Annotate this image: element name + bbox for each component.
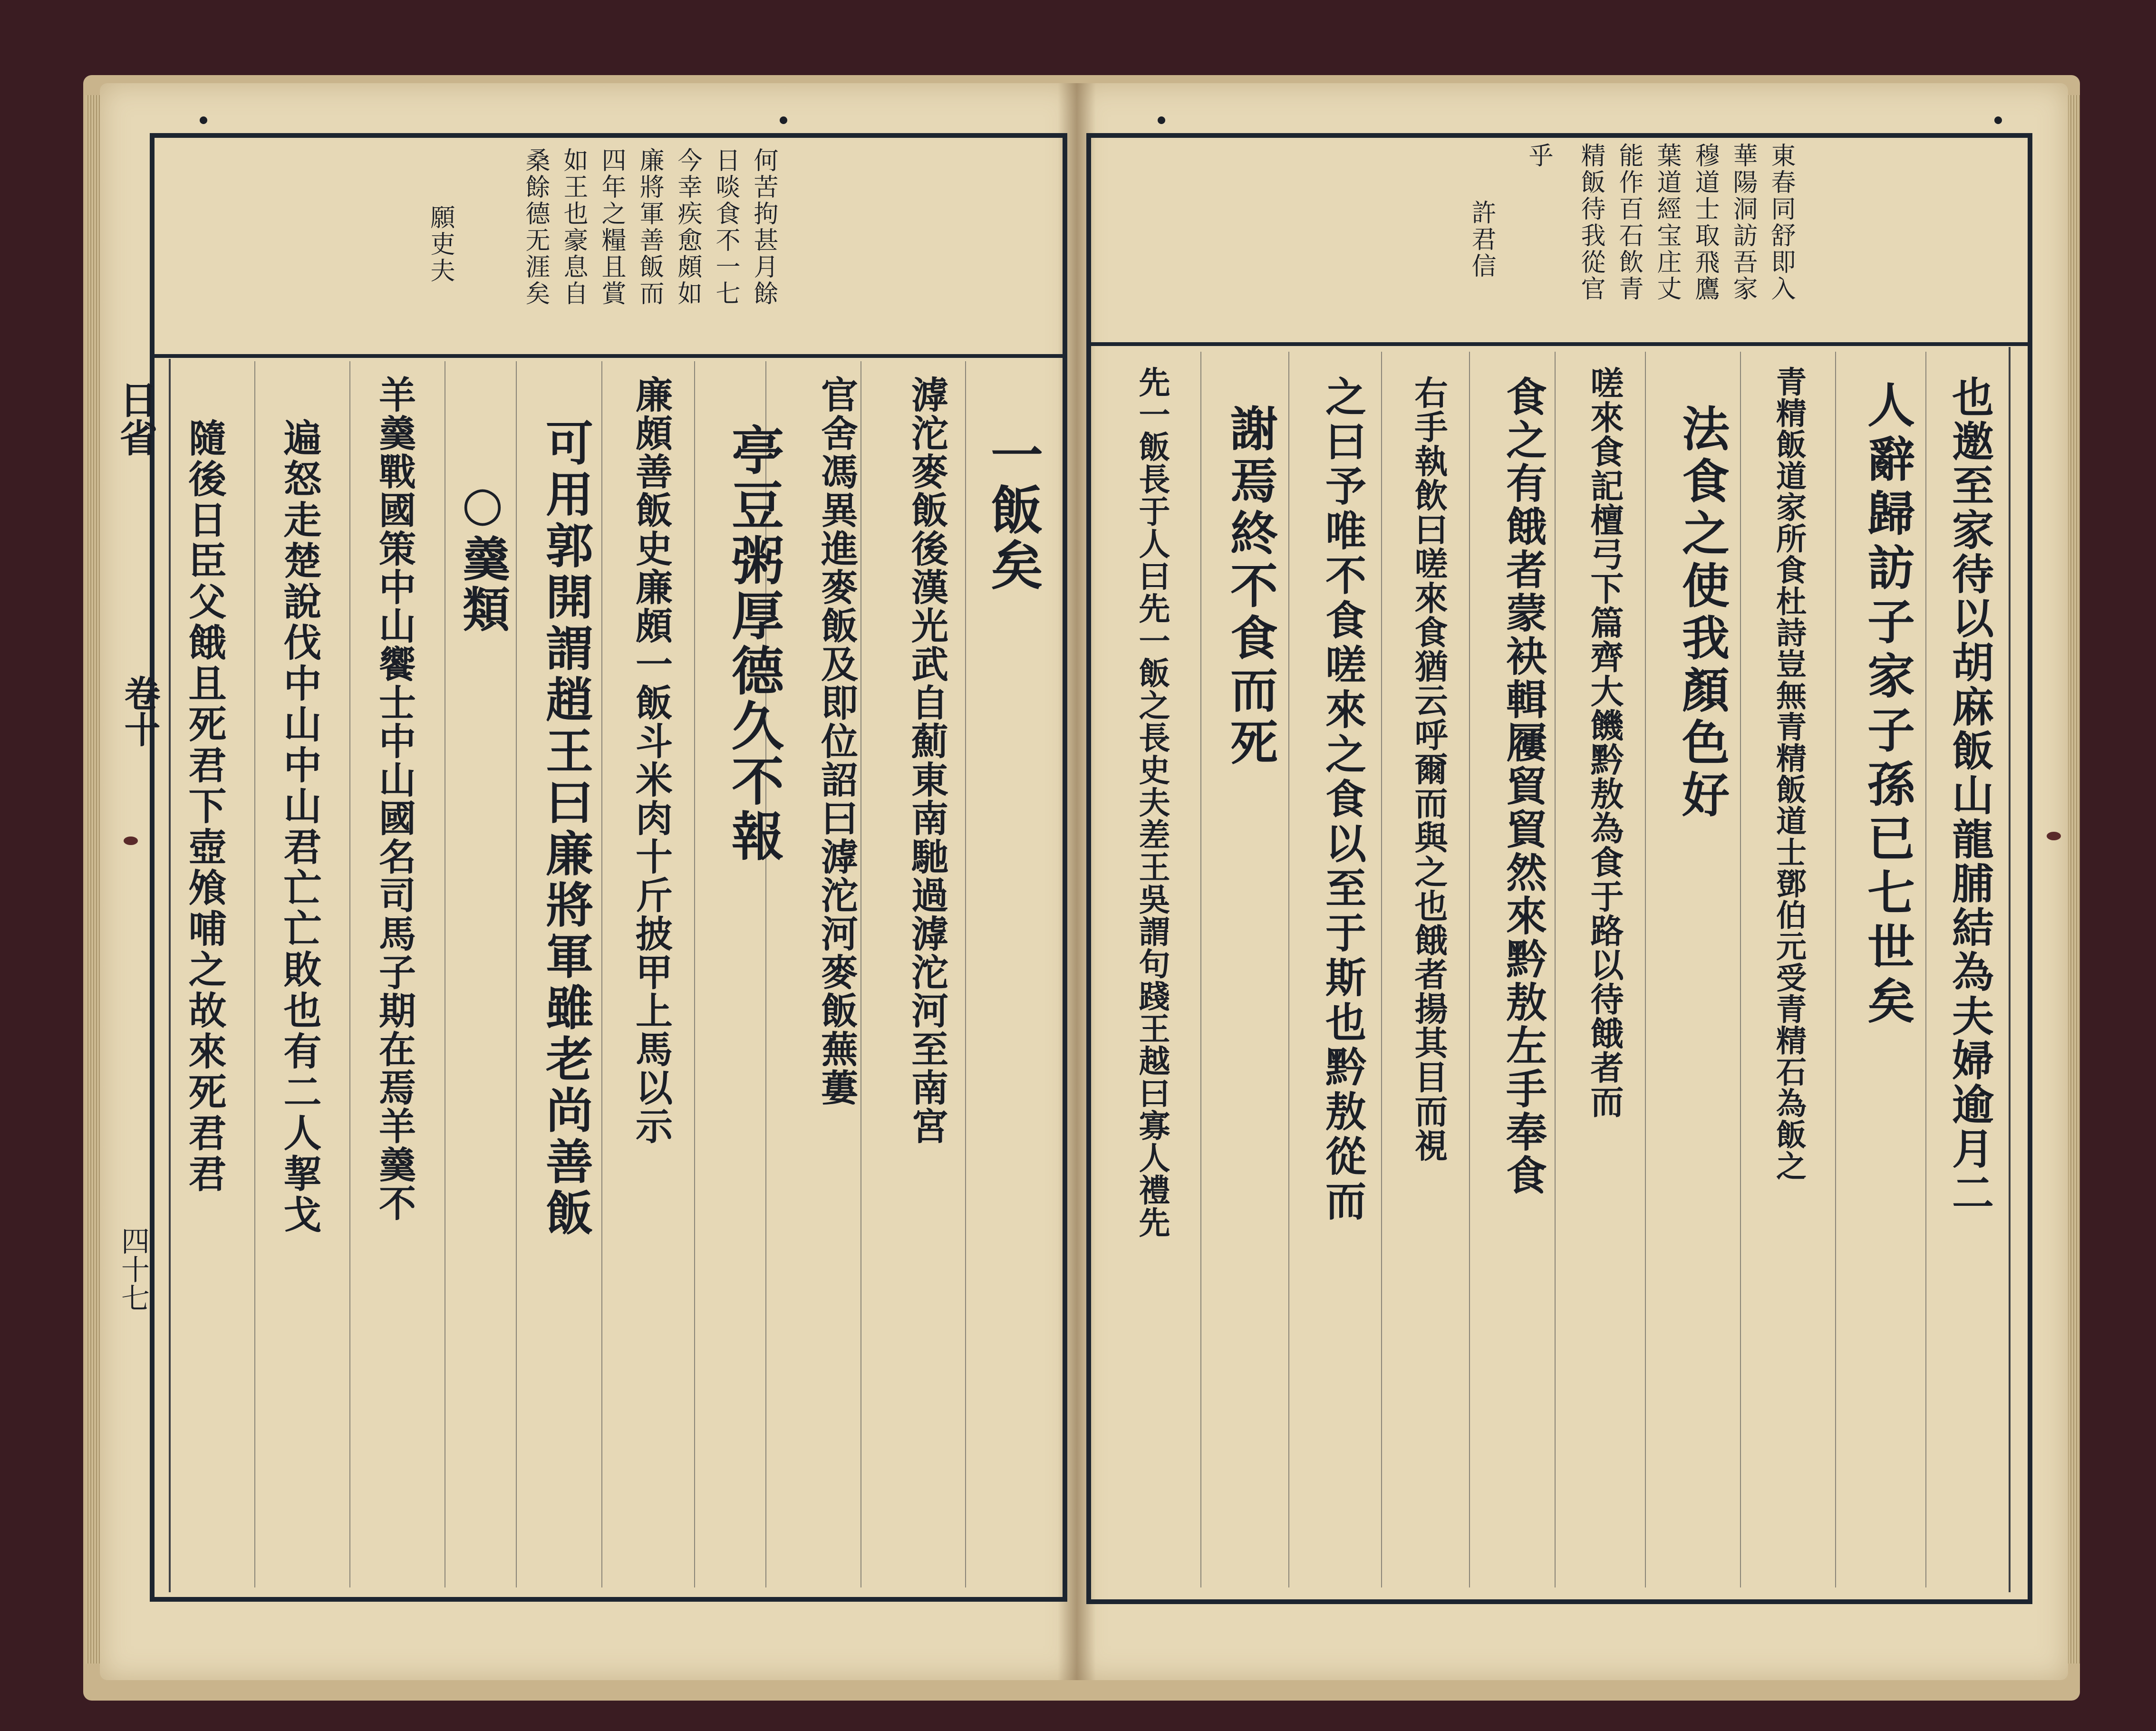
left-inner-rule xyxy=(169,359,171,1592)
page-edges-left xyxy=(86,95,100,1664)
right-header-note: 葉道經宝庄丈 xyxy=(1653,143,1681,302)
right-header-note: 乎 xyxy=(1524,143,1553,169)
text-column-8: 之曰予唯不食嗟來之食以至于斯也黔敖從而 xyxy=(1318,375,1366,1224)
column-rule xyxy=(516,361,517,1587)
left-header-note: 願吏夫 xyxy=(426,204,454,284)
right-header-note: 穆道士取飛鷹 xyxy=(1691,143,1719,302)
left-header-note: 桑餘德无涯矣 xyxy=(521,147,550,307)
text-column-2: 人辭歸訪子家子孫已七世矣 xyxy=(1859,380,1915,1030)
text-column-9: 遍怒走楚說伐中山中山君亡亡敗也有二人挈戈 xyxy=(277,418,322,1236)
text-column-4: 亭豆粥厚德久不報 xyxy=(723,423,784,864)
column-rule xyxy=(1740,352,1741,1587)
column-rule xyxy=(1288,352,1289,1587)
column-rule xyxy=(1469,352,1470,1587)
text-column-7: 右手執飲曰嗟來食猶云呼爾而與之也餓者揚其目而視 xyxy=(1409,375,1449,1163)
right-header-note: 精飯待我從官 xyxy=(1576,143,1605,302)
column-rule xyxy=(1555,352,1556,1587)
ink-dot xyxy=(1158,116,1165,124)
left-header-note: 今幸疾愈頗如 xyxy=(673,147,702,307)
text-column-4: 法食之使我顏色好 xyxy=(1674,404,1730,822)
column-rule xyxy=(965,361,966,1587)
text-column-5: 嗟來食記檀弓下篇齊大饑黔敖為食于路以待餓者而 xyxy=(1585,366,1624,1119)
left-header-note: 廉將軍善飯而 xyxy=(635,147,664,307)
text-column-2: 滹沱麥飯後漢光武自薊東南馳過滹沱河至南宮 xyxy=(905,375,948,1145)
right-inner-rule xyxy=(2009,347,2011,1592)
text-column-5: 廉頗善飯史廉頗一飯斗米肉十斤披甲上馬以示 xyxy=(629,375,673,1145)
text-column-1: 也邀至家待以胡麻飯山龍脯結為夫婦逾月二 xyxy=(1945,375,1995,1215)
left-margin-title: 日省 xyxy=(113,380,158,456)
left-margin-folio: 四十七 xyxy=(116,1226,150,1312)
column-rule xyxy=(1925,352,1926,1587)
column-rule xyxy=(1200,352,1201,1587)
right-header-note: 東春同舒即入 xyxy=(1767,143,1795,302)
ink-dot xyxy=(1994,116,2002,124)
right-header-note: 能作百石飲青 xyxy=(1615,143,1643,302)
right-header-note: 許君信 xyxy=(1467,200,1496,279)
text-column-9: 謝焉終不食而死 xyxy=(1222,404,1278,770)
column-rule xyxy=(601,361,602,1587)
left-header-note: 日啖食不一七 xyxy=(711,147,740,307)
left-header-divider xyxy=(150,354,1067,358)
text-column-10: 先一飯長于人曰先一飯之長史夫差王吳謂句踐王越曰寡人禮先 xyxy=(1133,366,1170,1239)
column-rule xyxy=(860,361,861,1587)
text-column-8: 羊羹戰國策中山饗士中山國名司馬子期在焉羊羹不 xyxy=(373,375,416,1222)
column-rule xyxy=(349,361,350,1587)
text-column-1: 一飯矣 xyxy=(982,428,1044,593)
text-column-6: 可用郭開謂趙王曰廉將軍雖老尚善飯 xyxy=(538,418,594,1240)
text-column-3: 青精飯道家所食杜詩豈無青精飯道士鄧伯元受青精石為飯之 xyxy=(1771,366,1807,1182)
text-column-7: ○羹類 xyxy=(454,475,511,635)
column-rule xyxy=(1381,352,1382,1587)
left-margin-juan: 卷十 xyxy=(118,675,161,747)
text-column-10: 隨後日臣父餓且死君下壺飧哺之故來死君君 xyxy=(182,418,227,1195)
ink-dot xyxy=(200,116,207,124)
text-column-6: 食之有餓者蒙袂輯屨貿貿然來黔敖左手奉食 xyxy=(1499,375,1547,1197)
column-rule xyxy=(694,361,695,1587)
binding-hole xyxy=(124,837,138,845)
right-header-divider xyxy=(1086,342,2032,346)
binding-hole xyxy=(2047,832,2061,840)
column-rule xyxy=(1645,352,1646,1587)
right-header-note: 華陽洞訪吾家 xyxy=(1729,143,1757,302)
left-header-note: 何苦拘甚月餘 xyxy=(749,147,778,307)
column-rule xyxy=(1835,352,1836,1587)
text-column-3: 官舍馮異進麥飯及即位詔曰滹沱河麥飯蕪蔞 xyxy=(815,375,858,1107)
column-rule xyxy=(254,361,255,1587)
ink-dot xyxy=(780,116,787,124)
left-header-note: 如王也豪息自 xyxy=(559,147,588,307)
left-header-note: 四年之糧且賞 xyxy=(597,147,626,307)
